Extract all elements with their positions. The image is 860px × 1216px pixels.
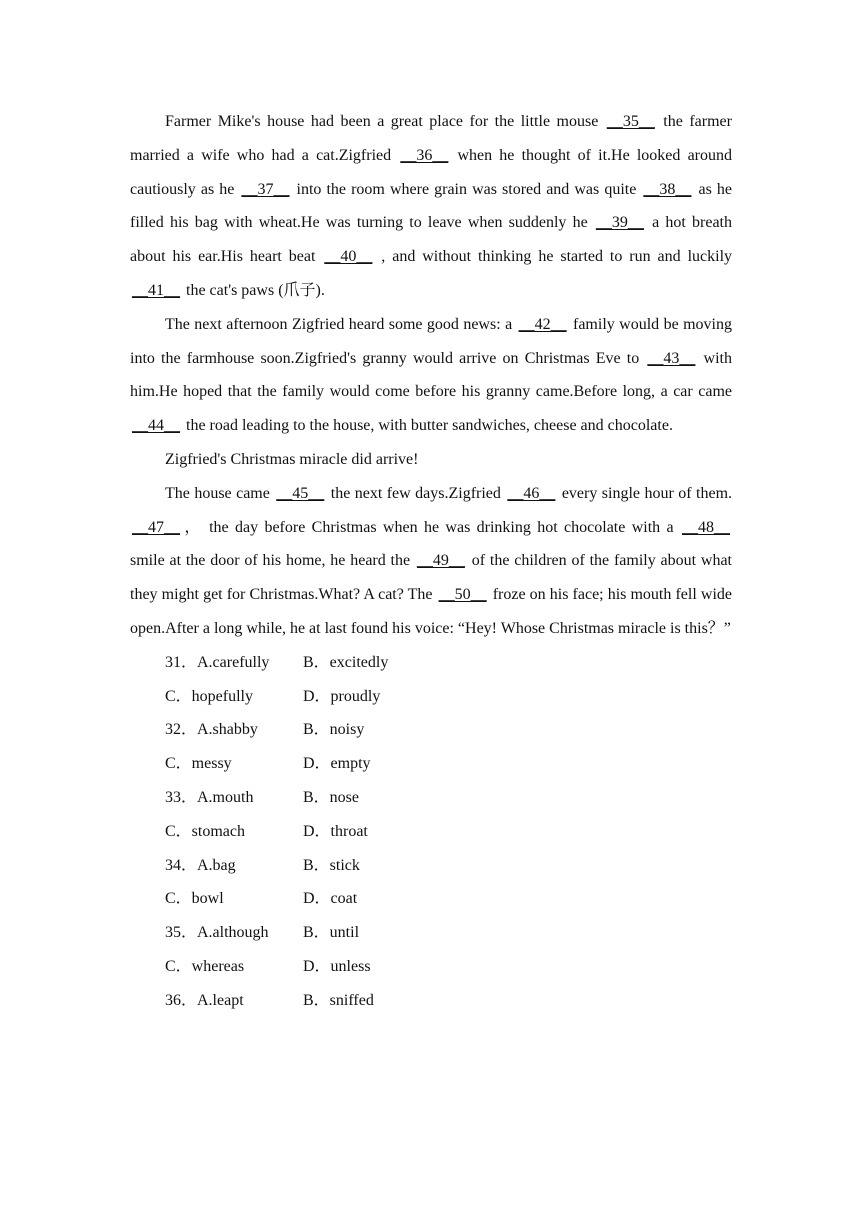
option-row [130, 815, 732, 849]
option-row [130, 916, 732, 950]
option-right: B．until [303, 924, 360, 942]
option-left: 31．A.carefully [165, 653, 270, 671]
blank-37: __37__ [241, 180, 290, 198]
option-row [130, 646, 732, 680]
option-right: B．stick [303, 856, 360, 874]
option-left: C．bowl [165, 890, 224, 908]
blank-40: __40__ [324, 248, 373, 266]
blank-48: __48__ [682, 518, 730, 536]
option-right: B．noisy [303, 721, 365, 739]
blank-36: __36__ [400, 146, 449, 164]
blank-43: __43__ [647, 349, 696, 367]
blank-44: __44__ [132, 417, 180, 435]
blank-39: __39__ [595, 214, 644, 232]
option-row [130, 713, 732, 747]
option-right: D．proudly [303, 687, 381, 705]
paragraph-3: Zigfried's Christmas miracle did arrive! [165, 450, 419, 468]
paragraph-2: The next afternoon Zigfried heard some good news: a __42__ family would be moving into the farmhouse soon.Zigfried's granny would arrive on Christmas Eve to __43__ with him.He hoped that the family would come before his granny came.Before long, a car came __44__ the road leading to the house, with butter sandwiches, cheese and chocolate. [130, 315, 732, 435]
option-right: D．empty [303, 755, 371, 773]
option-left: 33．A.mouth [165, 788, 254, 806]
option-right: B．excitedly [303, 653, 389, 671]
option-row [130, 950, 732, 984]
blank-46: __46__ [507, 484, 556, 502]
option-right: D．coat [303, 890, 358, 908]
option-left: C．whereas [165, 957, 245, 975]
blank-49: __49__ [416, 552, 465, 570]
option-left: 36．A.leapt [165, 991, 244, 1009]
option-right: B．sniffed [303, 991, 374, 1009]
option-left: C．hopefully [165, 687, 253, 705]
blank-45: __45__ [276, 484, 325, 502]
option-left: C．messy [165, 755, 232, 773]
option-row [130, 747, 732, 781]
blank-50: __50__ [438, 586, 487, 604]
option-right: D．throat [303, 822, 368, 840]
option-row [130, 781, 732, 815]
paragraph-1: Farmer Mike's house had been a great place for the little mouse __35__ the farmer married a wife who had a cat.Zigfried __36__ when he thought of it.He looked around cautiously as he __37__ into the room where grain was stored and was quite __38__ as he filled his bag with wheat.He was turning to leave when suddenly he __39__ a hot breath about his ear.His heart beat __40__ , and without thinking he started to run and luckily __41__ the cat's paws (爪子). [130, 113, 733, 299]
option-left: 32．A.shabby [165, 721, 258, 739]
option-right: B．nose [303, 788, 360, 806]
option-left: 35．A.although [165, 924, 269, 942]
paragraph-4: The house came __45__ the next few days.Zigfried __46__ every single hour of them. __47__ ， the day before Christmas when he was drinking hot chocolate with a __48__ smile at the door of his home, he heard the __49__ of the children of the family about what they might get for Christmas.What? A cat? The __50__ froze on his face; his mouth fell wide open.After a long while, he at last found his voice: “Hey! Whose Christmas miracle is this？” [130, 484, 733, 637]
document-page [130, 105, 732, 1018]
option-right: D．unless [303, 957, 371, 975]
blank-42: __42__ [518, 315, 567, 333]
answer-options [130, 646, 732, 1018]
blank-41: __41__ [132, 281, 180, 299]
option-left: 34．A.bag [165, 856, 236, 874]
option-row [130, 984, 732, 1018]
option-row [130, 849, 732, 883]
option-left: C．stomach [165, 822, 245, 840]
option-row [130, 882, 732, 916]
blank-38: __38__ [643, 180, 692, 198]
option-row [130, 680, 732, 714]
blank-47: __47__ [132, 518, 180, 536]
blank-35: __35__ [606, 113, 655, 130]
